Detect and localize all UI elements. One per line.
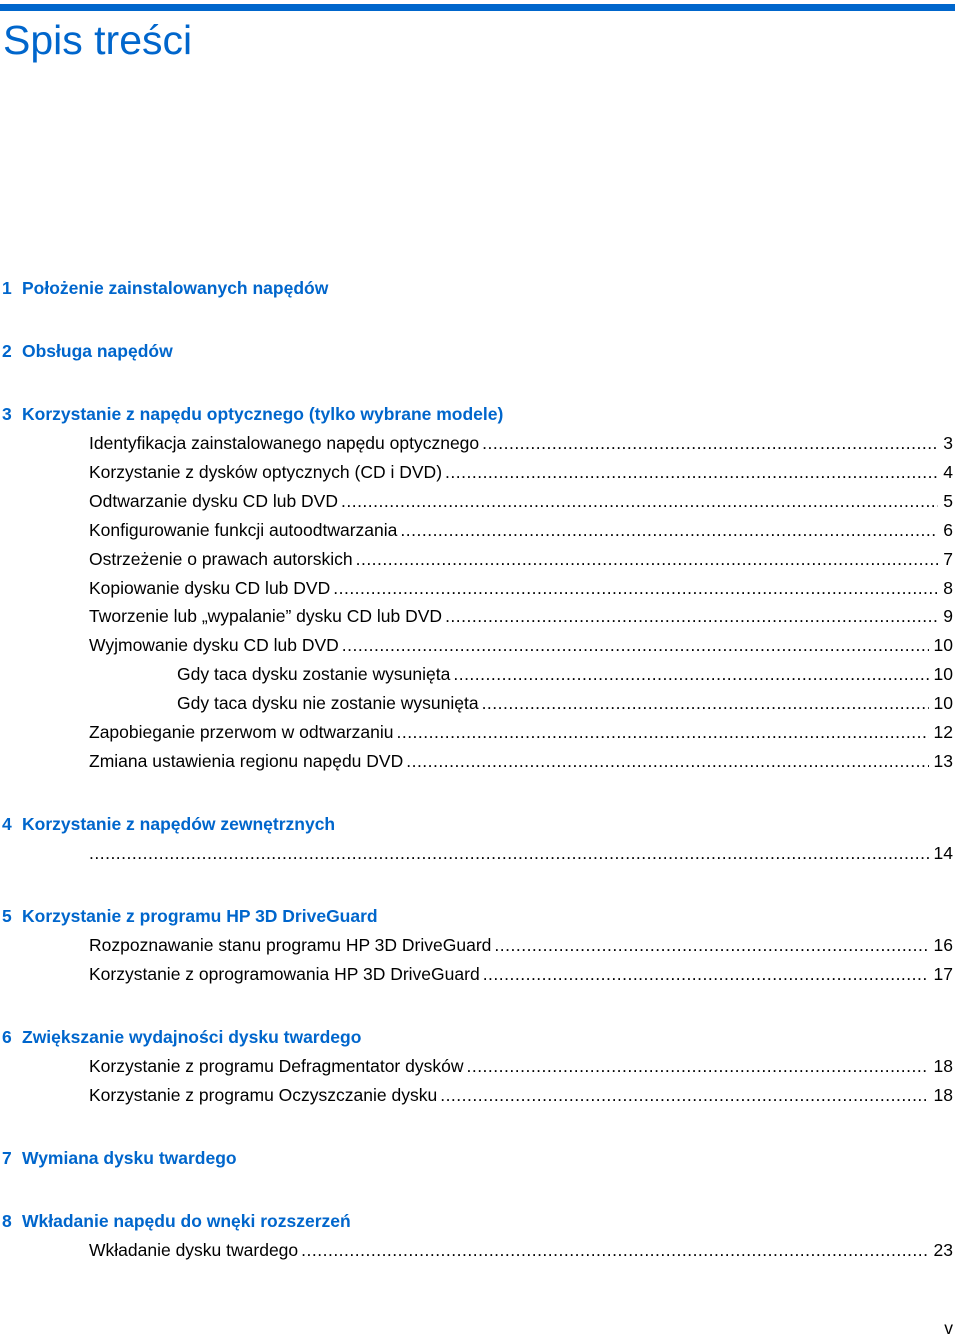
chapter-title: Położenie zainstalowanych napędów bbox=[22, 278, 329, 298]
chapter-title: Zwiększanie wydajności dysku twardego bbox=[22, 1027, 362, 1047]
chapter-title: Obsługa napędów bbox=[22, 341, 173, 361]
toc-entry[interactable] bbox=[89, 841, 953, 865]
page-number: v bbox=[944, 1318, 953, 1338]
chapter-title: Korzystanie z programu HP 3D DriveGuard bbox=[22, 906, 378, 926]
dot-leader bbox=[466, 1054, 928, 1078]
chapter-number: 5 bbox=[2, 906, 12, 926]
toc-entry-text: Korzystanie z oprogramowania HP 3D DriveGuard bbox=[89, 964, 480, 984]
dot-leader bbox=[89, 841, 929, 865]
chapter-heading[interactable] bbox=[2, 904, 378, 928]
chapter-title: Wkładanie napędu do wnęki rozszerzeń bbox=[22, 1211, 351, 1231]
chapter-number: 3 bbox=[2, 404, 12, 424]
chapter-title: Korzystanie z napędów zewnętrznych bbox=[22, 814, 336, 834]
chapter-title: Korzystanie z napędu optycznego (tylko wybrane modele) bbox=[22, 404, 504, 424]
toc-entry[interactable] bbox=[89, 933, 953, 957]
toc-entry-text: Wyjmowanie dysku CD lub DVD bbox=[89, 635, 339, 655]
toc-entry[interactable] bbox=[89, 1054, 953, 1078]
toc-entry[interactable] bbox=[89, 1083, 953, 1107]
dot-leader bbox=[445, 460, 938, 484]
toc-entry-text: Odtwarzanie dysku CD lub DVD bbox=[89, 491, 338, 511]
toc-entry-page: 10 bbox=[933, 664, 953, 684]
toc-entry-text: Zmiana ustawienia regionu napędu DVD bbox=[89, 751, 404, 771]
dot-leader bbox=[341, 489, 938, 513]
toc-entry-page: 10 bbox=[933, 635, 953, 655]
dot-leader bbox=[440, 1083, 928, 1107]
toc-entry-page: 3 bbox=[943, 433, 953, 453]
toc-entry-text: Gdy taca dysku nie zostanie wysunięta bbox=[177, 693, 479, 713]
dot-leader bbox=[356, 547, 939, 571]
toc-entry-text: Ostrzeżenie o prawach autorskich bbox=[89, 549, 353, 569]
chapter-number: 7 bbox=[2, 1148, 12, 1168]
toc-entry[interactable] bbox=[89, 604, 953, 628]
toc-subentry[interactable] bbox=[177, 662, 953, 686]
toc-entry[interactable] bbox=[89, 576, 953, 600]
toc-entry-page: 17 bbox=[933, 964, 953, 984]
toc-entry-page: 23 bbox=[933, 1240, 953, 1260]
dot-leader bbox=[482, 431, 938, 455]
toc-entry-page: 4 bbox=[943, 462, 953, 482]
chapter-number: 4 bbox=[2, 814, 12, 834]
toc-entry-page: 10 bbox=[933, 693, 953, 713]
toc-entry[interactable] bbox=[89, 431, 953, 455]
toc-entry-page: 18 bbox=[933, 1085, 953, 1105]
toc-entry[interactable] bbox=[89, 518, 953, 542]
toc-entry-text: Rozpoznawanie stanu programu HP 3D DriveGuard bbox=[89, 935, 492, 955]
dot-leader bbox=[482, 691, 929, 715]
page-title: Spis treści bbox=[3, 17, 193, 63]
toc-entry-page: 12 bbox=[933, 722, 953, 742]
toc-entry-text: Konfigurowanie funkcji autoodtwarzania bbox=[89, 520, 398, 540]
toc-entry[interactable] bbox=[89, 749, 953, 773]
toc-entry-text: Korzystanie z programu Defragmentator dysków bbox=[89, 1056, 464, 1076]
chapter-number: 8 bbox=[2, 1211, 12, 1231]
chapter-heading[interactable] bbox=[2, 402, 503, 426]
dot-leader bbox=[406, 749, 928, 773]
dot-leader bbox=[400, 518, 938, 542]
toc-entry-text: Zapobieganie przerwom w odtwarzaniu bbox=[89, 722, 394, 742]
toc-entry-page: 7 bbox=[943, 549, 953, 569]
dot-leader bbox=[494, 933, 928, 957]
chapter-heading[interactable] bbox=[2, 276, 328, 300]
toc-entry[interactable] bbox=[89, 962, 953, 986]
dot-leader bbox=[453, 662, 928, 686]
toc-entry-page: 14 bbox=[933, 843, 953, 863]
toc-entry-text: Korzystanie z programu Oczyszczanie dysku bbox=[89, 1085, 438, 1105]
toc-entry-text: Gdy taca dysku zostanie wysunięta bbox=[177, 664, 451, 684]
toc-entry[interactable] bbox=[89, 460, 953, 484]
dot-leader bbox=[301, 1238, 928, 1262]
toc-entry-text: Tworzenie lub „wypalanie” dysku CD lub DVD bbox=[89, 606, 443, 626]
toc-entry-text: Kopiowanie dysku CD lub DVD bbox=[89, 578, 331, 598]
toc-entry[interactable] bbox=[89, 720, 953, 744]
chapter-number: 1 bbox=[2, 278, 12, 298]
toc-entry[interactable] bbox=[89, 1238, 953, 1262]
chapter-heading[interactable] bbox=[2, 1146, 237, 1170]
toc-entry-page: 5 bbox=[943, 491, 953, 511]
toc-entry-text: Identyfikacja zainstalowanego napędu optycznego bbox=[89, 433, 480, 453]
chapter-heading[interactable] bbox=[2, 339, 173, 363]
chapter-title: Wymiana dysku twardego bbox=[22, 1148, 237, 1168]
dot-leader bbox=[333, 576, 938, 600]
toc-entry-page: 18 bbox=[933, 1056, 953, 1076]
dot-leader bbox=[445, 604, 938, 628]
toc-entry-page: 13 bbox=[933, 751, 953, 771]
top-rule bbox=[0, 4, 955, 11]
toc-entry-page: 9 bbox=[943, 606, 953, 626]
chapter-heading[interactable] bbox=[2, 1209, 351, 1233]
dot-leader bbox=[483, 962, 929, 986]
toc-entry-text: Wkładanie dysku twardego bbox=[89, 1240, 299, 1260]
dot-leader bbox=[342, 633, 929, 657]
toc-subentry[interactable] bbox=[177, 691, 953, 715]
toc-entry-page: 8 bbox=[943, 578, 953, 598]
toc-entry[interactable] bbox=[89, 633, 953, 657]
toc-entry-text: Korzystanie z dysków optycznych (CD i DVD) bbox=[89, 462, 443, 482]
chapter-heading[interactable] bbox=[2, 1025, 361, 1049]
toc-entry[interactable] bbox=[89, 547, 953, 571]
chapter-number: 6 bbox=[2, 1027, 12, 1047]
toc-entry-page: 16 bbox=[933, 935, 953, 955]
toc-entry[interactable] bbox=[89, 489, 953, 513]
toc-entry-page: 6 bbox=[943, 520, 953, 540]
chapter-number: 2 bbox=[2, 341, 12, 361]
chapter-heading[interactable] bbox=[2, 812, 335, 836]
dot-leader bbox=[396, 720, 928, 744]
